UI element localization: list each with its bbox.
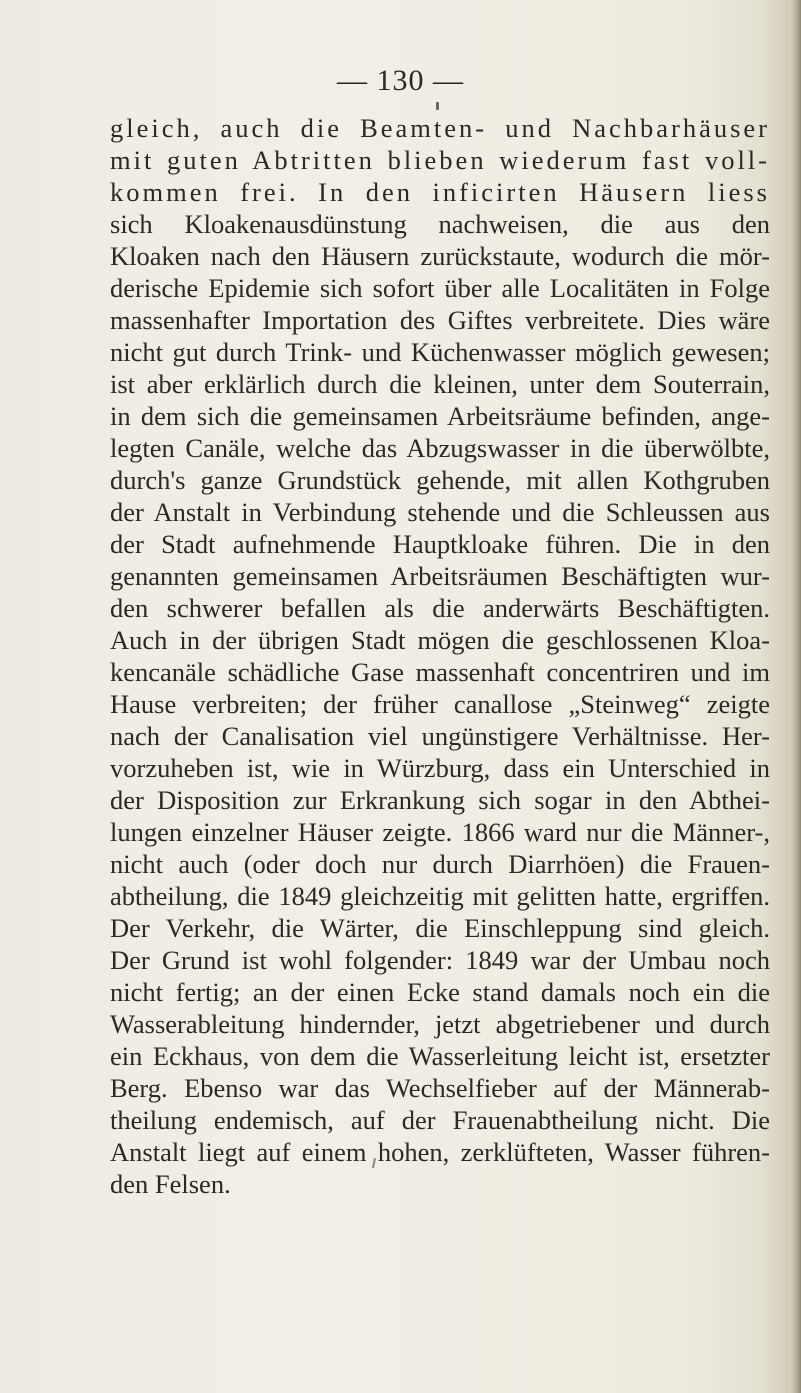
text-line: gleich, auch die Beamten- und Nachbarhäuser (110, 113, 770, 143)
text-line: den schwerer befallen als die anderwärts Beschäftigten. (110, 593, 770, 623)
text-line: genannten gemeinsamen Arbeitsräumen Beschäftigten wur- (110, 561, 770, 591)
text-line: kommen frei. In den inficirten Häusern liess (110, 177, 770, 207)
text-line: nicht fertig; an der einen Ecke stand damals noch ein die (110, 977, 770, 1007)
text-line: lungen einzelner Häuser zeigte. 1866 ward nur die Männer-, (110, 817, 770, 847)
text-line: nicht gut durch Trink- und Küchenwasser möglich gewesen; (110, 337, 770, 367)
text-line: abtheilung, die 1849 gleichzeitig mit gelitten hatte, ergriffen. (110, 881, 770, 911)
text-line: durch's ganze Grundstück gehende, mit allen Kothgruben (110, 465, 770, 495)
page-edge (789, 0, 801, 1393)
text-line: Berg. Ebenso war das Wechselfieber auf der Männerab- (110, 1073, 770, 1103)
ink-mark (436, 102, 439, 110)
text-line: den Felsen. (110, 1169, 231, 1199)
text-line: nach der Canalisation viel ungünstigere Verhältnisse. Her- (110, 721, 770, 751)
text-line: sich Kloakenausdünstung nachweisen, die aus den (110, 209, 770, 239)
text-line: Anstalt liegt auf einem hohen, zerklüfteten, Wasser führen- (110, 1137, 770, 1167)
text-line: kencanäle schädliche Gase massenhaft concentriren und im (110, 657, 770, 687)
text-line: ein Eckhaus, von dem die Wasserleitung leicht ist, ersetzter (110, 1041, 770, 1071)
text-line: Der Verkehr, die Wärter, die Einschleppung sind gleich. (110, 913, 770, 943)
body-text (110, 112, 770, 1200)
text-line: der Anstalt in Verbindung stehende und die Schleussen aus (110, 497, 770, 527)
text-line: legten Canäle, welche das Abzugswasser in die überwölbte, (110, 433, 770, 463)
text-line: theilung endemisch, auf der Frauenabtheilung nicht. Die (110, 1105, 770, 1135)
text-line: ist aber erklärlich durch die kleinen, unter dem Souterrain, (110, 369, 770, 399)
text-line: Kloaken nach den Häusern zurückstaute, wodurch die mör- (110, 241, 770, 271)
text-line: mit guten Abtritten blieben wiederum fast voll- (110, 145, 770, 175)
text-line: Wasserableitung hindernder, jetzt abgetriebener und durch (110, 1009, 770, 1039)
text-line: in dem sich die gemeinsamen Arbeitsräume befinden, ange- (110, 401, 770, 431)
text-line: vorzuheben ist, wie in Würzburg, dass ein Unterschied in (110, 753, 770, 783)
text-line: Hause verbreiten; der früher canallose „Steinweg“ zeigte (110, 689, 770, 719)
text-line: derische Epidemie sich sofort über alle Localitäten in Folge (110, 273, 770, 303)
text-line: Auch in der übrigen Stadt mögen die geschlossenen Kloa- (110, 625, 770, 655)
text-line: der Stadt aufnehmende Hauptkloake führen. Die in den (110, 529, 770, 559)
text-line: nicht auch (oder doch nur durch Diarrhöen) die Frauen- (110, 849, 770, 879)
page-number: — 130 — (337, 64, 464, 97)
text-line: massenhafter Importation des Giftes verbreitete. Dies wäre (110, 305, 770, 335)
text-line: der Disposition zur Erkrankung sich sogar in den Abthei- (110, 785, 770, 815)
text-line: Der Grund ist wohl folgender: 1849 war der Umbau noch (110, 945, 770, 975)
